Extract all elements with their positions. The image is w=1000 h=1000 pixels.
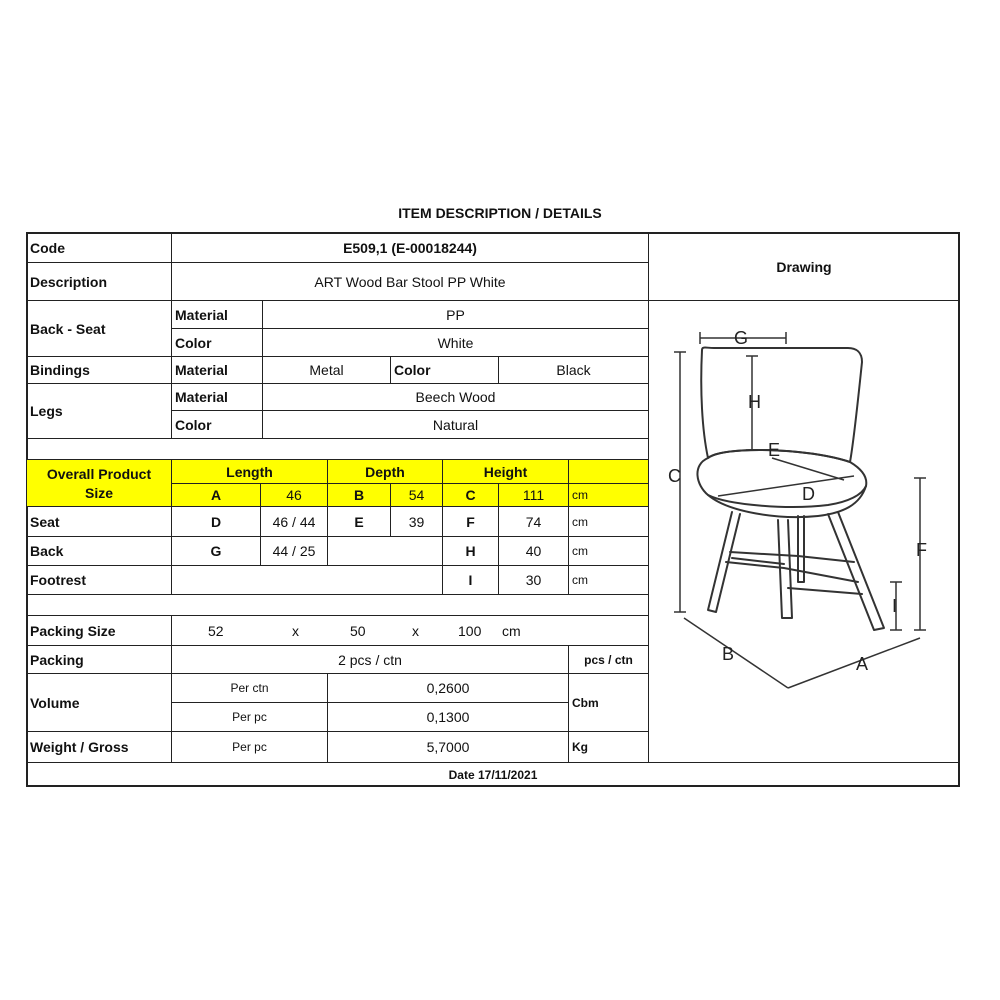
weight-per-pc-label: Per pc	[171, 731, 328, 763]
dim-g-value: 44 / 25	[260, 536, 328, 566]
back-seat-color: White	[262, 328, 649, 357]
back-label: Back	[26, 536, 172, 566]
packing-size-length: 52	[208, 622, 224, 639]
weight-value: 5,7000	[327, 731, 569, 763]
bindings-label: Bindings	[26, 356, 172, 384]
dim-h-letter: H	[442, 536, 499, 566]
code-value: E509,1 (E-00018244)	[171, 232, 649, 263]
overall-size-label	[26, 459, 172, 507]
stool-leg-front-right	[828, 512, 884, 630]
volume-per-ctn: 0,2600	[327, 673, 569, 703]
length-header: Length	[171, 459, 328, 484]
volume-unit: Cbm	[568, 673, 649, 732]
dim-a-line	[788, 638, 920, 688]
volume-label: Volume	[26, 673, 172, 732]
dim-e-value: 39	[390, 506, 443, 537]
volume-per-ctn-label: Per ctn	[171, 673, 328, 703]
drawing-label: Drawing	[648, 232, 960, 301]
back-seat-label: Back - Seat	[26, 300, 172, 357]
dim-a-value: 46	[260, 483, 328, 507]
bindings-material: Metal	[262, 356, 391, 384]
depth-header: Depth	[327, 459, 443, 484]
weight-label: Weight / Gross	[26, 731, 172, 763]
seat-unit: cm	[568, 506, 649, 537]
document-title: ITEM DESCRIPTION / DETAILS	[398, 205, 602, 221]
packing-size-x1: x	[292, 622, 299, 639]
stool-drawing	[648, 300, 960, 763]
footrest-blank	[171, 565, 443, 595]
dim-b-letter: B	[327, 483, 391, 507]
dim-i-value: 30	[498, 565, 569, 595]
dim-c-letter: C	[442, 483, 499, 507]
dim-f-value: 74	[498, 506, 569, 537]
footrest-label: Footrest	[26, 565, 172, 595]
spacer-row	[26, 438, 649, 460]
bindings-color-label: Color	[390, 356, 499, 384]
bindings-material-label: Material	[171, 356, 263, 384]
dim-d-letter: D	[171, 506, 261, 537]
dim-d-line	[718, 476, 854, 496]
dim-unit: cm	[568, 483, 649, 507]
description-value: ART Wood Bar Stool PP White	[171, 262, 649, 301]
volume-per-pc: 0,1300	[327, 702, 569, 732]
packing-size-unit: cm	[502, 622, 521, 639]
drawing-letter-c: C	[668, 466, 681, 486]
date-footer: Date 17/11/2021	[26, 762, 960, 787]
dim-g-letter: G	[171, 536, 261, 566]
back-seat-material-label: Material	[171, 300, 263, 329]
packing-size-x2: x	[412, 622, 419, 639]
stool-backrest	[701, 348, 862, 463]
drawing-letter-g: G	[734, 328, 749, 348]
dim-b-line	[684, 618, 788, 688]
dim-a-letter: A	[171, 483, 261, 507]
drawing-letter-i: I	[892, 596, 898, 616]
spacer-row-2	[26, 594, 649, 616]
unit-header-blank	[568, 459, 649, 484]
dim-i-letter: I	[442, 565, 499, 595]
packing-label: Packing	[26, 645, 172, 674]
stool-footrest	[726, 552, 862, 594]
back-depth-blank	[327, 536, 443, 566]
packing-size-label: Packing Size	[26, 615, 172, 646]
packing-value: 2 pcs / ctn	[171, 645, 569, 674]
legs-material-label: Material	[171, 383, 263, 411]
legs-color-label: Color	[171, 410, 263, 439]
drawing-letter-e: E	[768, 440, 781, 460]
drawing-letter-d: D	[802, 484, 815, 504]
packing-size-width: 50	[350, 622, 366, 639]
back-unit: cm	[568, 536, 649, 566]
drawing-letter-a: A	[856, 654, 869, 674]
dim-e-letter: E	[327, 506, 391, 537]
dim-d-value: 46 / 44	[260, 506, 328, 537]
legs-color: Natural	[262, 410, 649, 439]
legs-label: Legs	[26, 383, 172, 439]
dim-c-value: 111	[498, 483, 569, 507]
packing-size-height: 100	[458, 622, 482, 639]
stool-drawing-svg	[648, 300, 960, 763]
seat-label: Seat	[26, 506, 172, 537]
overall-size-label-line1: Overall Product	[46, 465, 152, 482]
dim-h-value: 40	[498, 536, 569, 566]
dim-b-value: 54	[390, 483, 443, 507]
packing-size-row	[171, 615, 649, 646]
drawing-letter-f: F	[916, 540, 927, 560]
volume-per-pc-label: Per pc	[171, 702, 328, 732]
footrest-unit: cm	[568, 565, 649, 595]
drawing-letter-b: B	[722, 644, 735, 664]
dim-e-line	[772, 458, 844, 480]
packing-unit: pcs / ctn	[568, 645, 649, 674]
back-seat-color-label: Color	[171, 328, 263, 357]
weight-unit: Kg	[568, 731, 649, 763]
height-header: Height	[442, 459, 569, 484]
description-label: Description	[26, 262, 172, 301]
code-label: Code	[26, 232, 172, 263]
bindings-color: Black	[498, 356, 649, 384]
legs-material: Beech Wood	[262, 383, 649, 411]
overall-size-label-line2: Size	[84, 484, 113, 501]
back-seat-material: PP	[262, 300, 649, 329]
drawing-letter-h: H	[748, 392, 761, 412]
dim-f-letter: F	[442, 506, 499, 537]
